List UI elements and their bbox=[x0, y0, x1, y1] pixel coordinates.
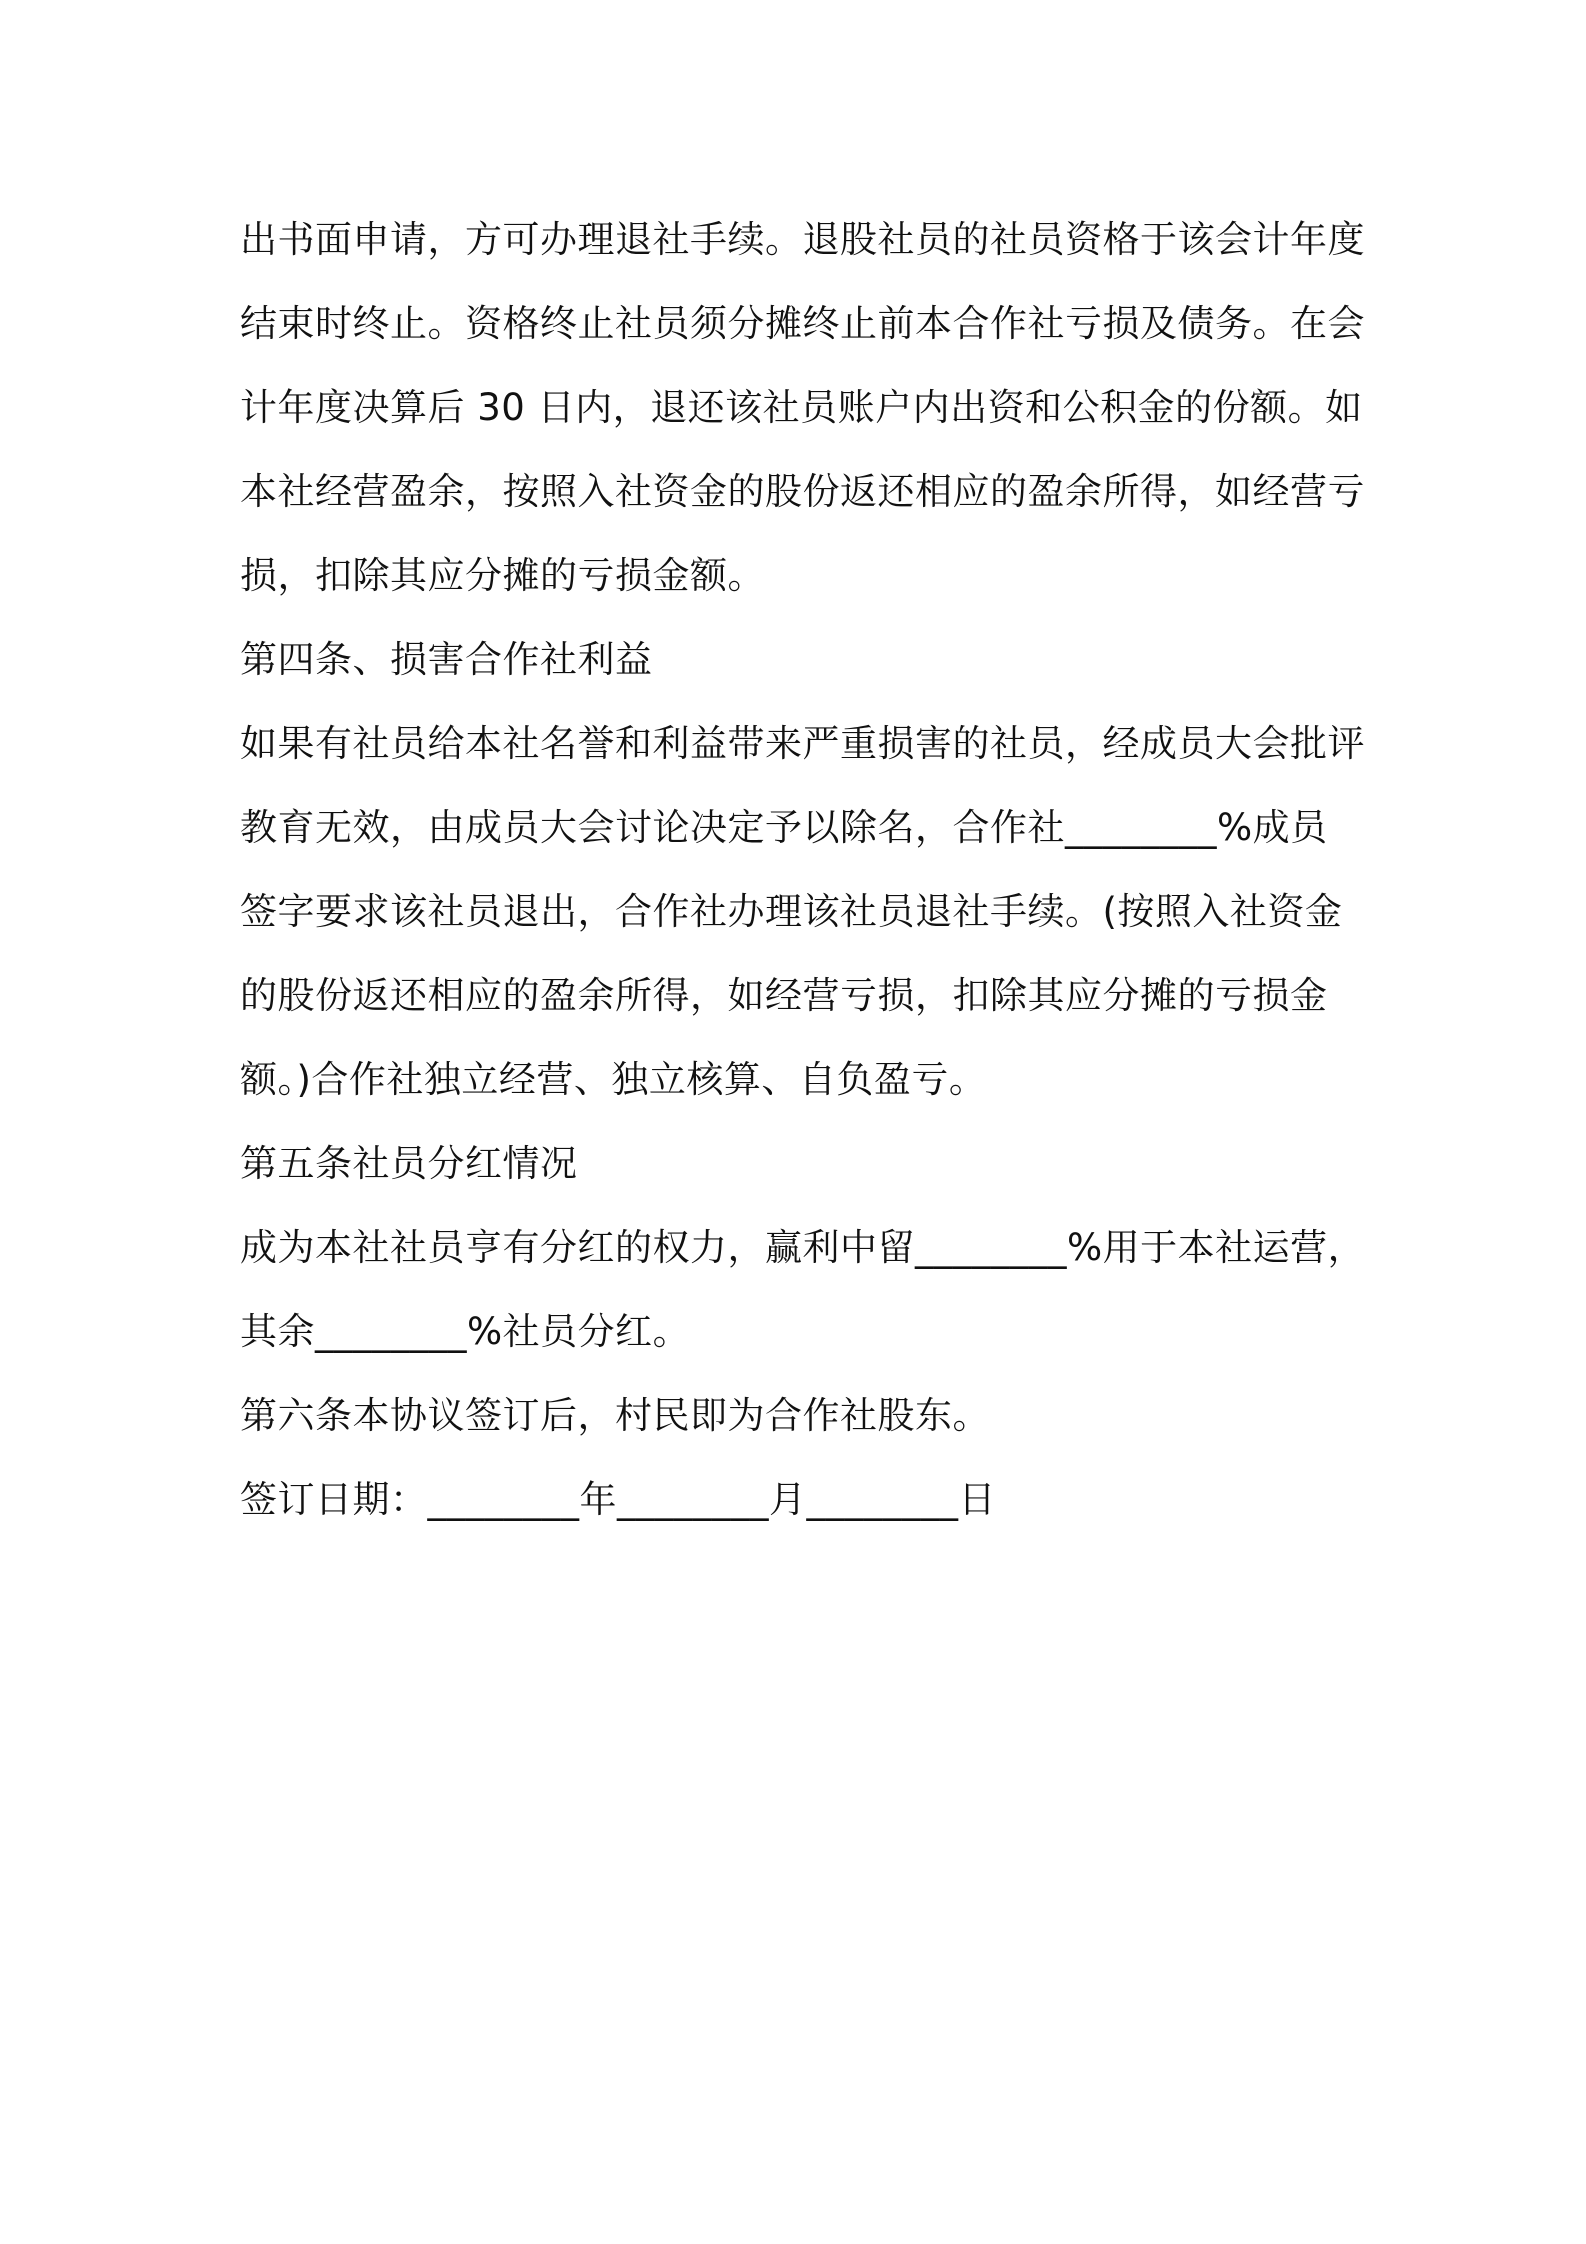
paragraph-line: 其余________%社员分红。 bbox=[240, 1310, 691, 1353]
paragraph-line: 签字要求该社员退出，合作社办理该社员退社手续。(按照入社资金 bbox=[240, 890, 1343, 933]
article-heading: 第五条社员分红情况 bbox=[240, 1142, 578, 1185]
paragraph-line: 出书面申请，方可办理退社手续。退股社员的社员资格于该会计年度 bbox=[240, 218, 1365, 261]
article-heading: 第四条、损害合作社利益 bbox=[240, 638, 653, 681]
paragraph-line: 计年度决算后 30 日内，退还该社员账户内出资和公积金的份额。如 bbox=[240, 386, 1363, 429]
paragraph-line: 教育无效，由成员大会讨论决定予以除名，合作社________%成员 bbox=[240, 806, 1328, 849]
paragraph-line: 如果有社员给本社名誉和利益带来严重损害的社员，经成员大会批评 bbox=[240, 722, 1365, 765]
paragraph-line: 损，扣除其应分摊的亏损金额。 bbox=[240, 554, 765, 597]
paragraph-line: 本社经营盈余，按照入社资金的股份返还相应的盈余所得，如经营亏 bbox=[240, 470, 1365, 513]
paragraph-line: 成为本社社员亨有分红的权力，赢利中留________%用于本社运营， bbox=[240, 1226, 1366, 1269]
document-body bbox=[240, 198, 1370, 1542]
article-line: 第六条本协议签订后，村民即为合作社股东。 bbox=[240, 1394, 990, 1437]
paragraph-line: 结束时终止。资格终止社员须分摊终止前本合作社亏损及债务。在会 bbox=[240, 302, 1365, 345]
paragraph-line: 的股份返还相应的盈余所得，如经营亏损，扣除其应分摊的亏损金 bbox=[240, 974, 1328, 1017]
paragraph-line: 额。)合作社独立经营、独立核算、自负盈亏。 bbox=[240, 1058, 987, 1101]
signing-date-line: 签订日期：________年________月________日 bbox=[240, 1478, 996, 1521]
